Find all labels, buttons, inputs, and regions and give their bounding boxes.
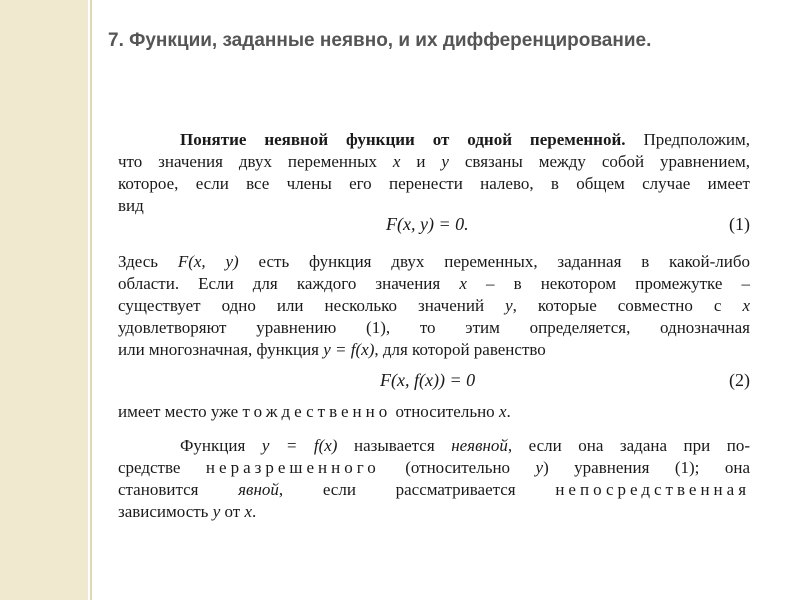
slide-title: 7. Функции, заданные неявно, и их дифференцирование.	[108, 30, 652, 51]
paragraph4-line3: становится явной, если рассматривается непосредственная	[118, 480, 751, 499]
paragraph2-line5: или многозначная, функция y = f(x), для которой равенство	[118, 340, 546, 359]
equation-1-formula: F(x, y) = 0.	[386, 214, 469, 234]
paragraph4-line1: Функция y = f(x) называется неявной, если она задана при по-	[180, 436, 751, 455]
equation-2-formula: F(x, f(x)) = 0	[380, 370, 476, 390]
paragraph2-line4: удовлетворяют уравнению (1), то этим определяется, однозначная	[118, 318, 750, 337]
paragraph2-line2: области. Если для каждого значения x – в некотором промежутке –	[118, 274, 750, 293]
side-decor-strip	[0, 0, 88, 600]
paragraph4-line2: средстве неразрешенного (относительно y) уравнения (1); она	[118, 458, 750, 477]
equation-2	[118, 370, 750, 392]
paragraph1-line2: что значения двух переменных x и y связаны между собой уравнением,	[118, 152, 750, 171]
paragraph3-line: имеет место уже тождественно относительно x.	[118, 402, 511, 421]
term-explicit: явной	[238, 480, 279, 499]
paragraph2-line1: Здесь F(x, y) есть функция двух переменных, заданная в какой-либо	[118, 252, 750, 271]
term-implicit: неявной	[451, 436, 508, 455]
side-divider-line	[90, 0, 92, 600]
paragraph1-line4: вид	[118, 196, 144, 215]
equation-1	[118, 214, 750, 236]
term-heading: Понятие неявной функции от одной переменной.	[180, 130, 626, 149]
paragraph1-line1: Понятие неявной функции от одной переменной. Предположим,	[180, 130, 750, 149]
paragraph1-line3: которое, если все члены его перенести налево, в общем случае имеет	[118, 174, 750, 193]
equation-2-number: (2)	[729, 370, 750, 390]
equation-1-number: (1)	[729, 214, 750, 234]
paragraph4-line4: зависимость y от x.	[118, 502, 257, 521]
paragraph2-line3: существует одно или несколько значений y, которые совместно с x	[118, 296, 750, 315]
